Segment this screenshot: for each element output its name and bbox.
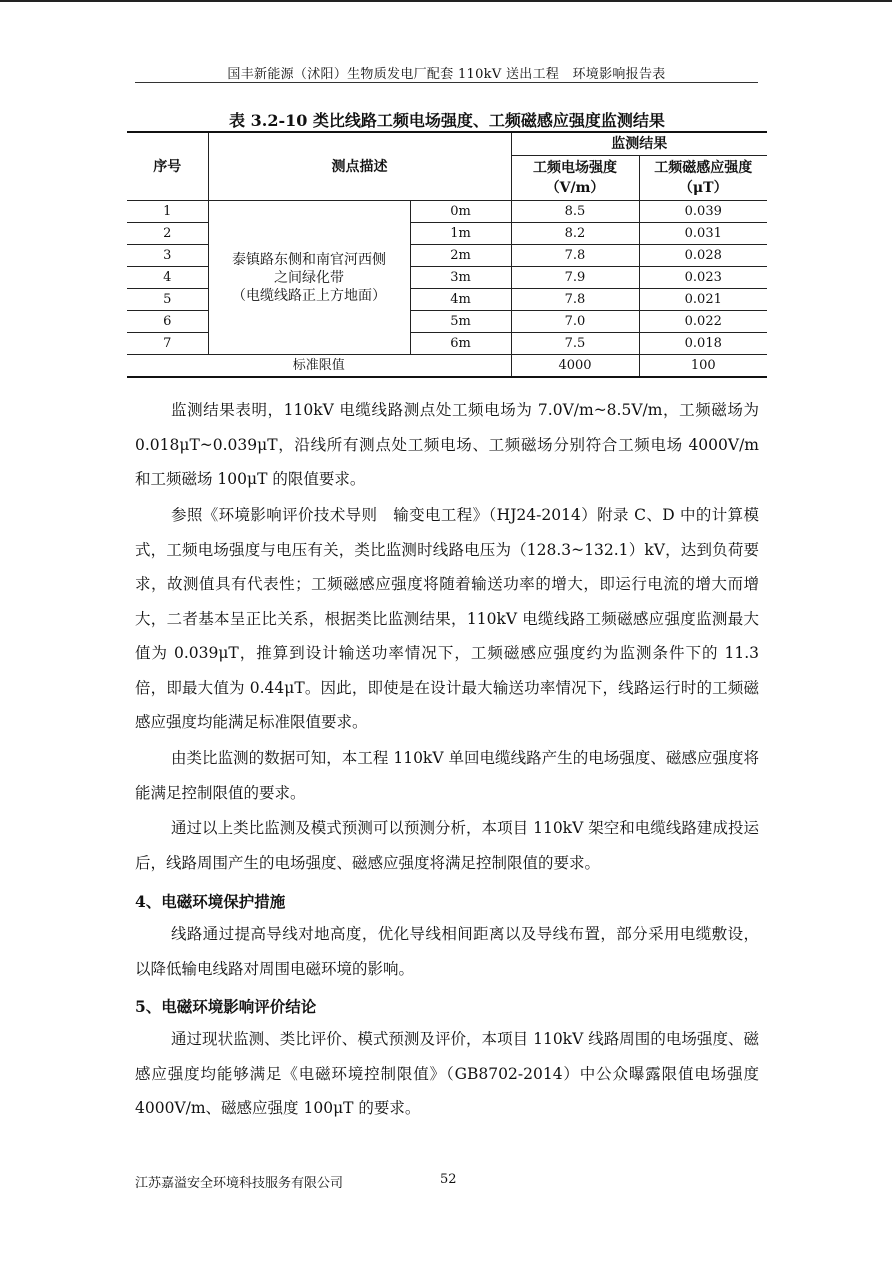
section-heading-evaluation: 5、电磁环境影响评价结论: [135, 997, 317, 1016]
cell-e-value: 7.5: [511, 333, 639, 355]
paragraph-protection: 线路通过提高导线对地高度，优化导线相间距离以及导线布置，部分采用电缆敷设，以降低输电线路对周围电磁环境的影响。: [135, 925, 759, 978]
paragraph-conclusion-cable: 由类比监测的数据可知，本工程 110kV 单回电缆线路产生的电场强度、磁感应强度将能满足控制限值的要求。: [135, 749, 759, 802]
table-title: 表 3.2-10 类比线路工频电场强度、工频磁感应强度监测结果: [229, 111, 665, 130]
cell-e-value: 8.5: [511, 201, 639, 223]
cell-distance: 6m: [410, 333, 511, 355]
cell-b-value: 0.028: [639, 245, 767, 267]
cell-distance: 1m: [410, 223, 511, 245]
footer-company: 江苏嘉溢安全环境科技服务有限公司: [135, 1176, 344, 1191]
cell-distance: 4m: [410, 289, 511, 311]
limit-b-value: 100: [639, 355, 767, 378]
section-heading-protection: 4、电磁环境保护措施: [135, 892, 286, 911]
cell-seq: 5: [127, 289, 208, 311]
cell-b-value: 0.018: [639, 333, 767, 355]
cell-e-value: 7.8: [511, 289, 639, 311]
measurement-location: [208, 201, 410, 355]
paragraph-conclusion-overall: 通过以上类比监测及模式预测可以预测分析，本项目 110kV 架空和电缆线路建成投运后，线路周围产生的电场强度、磁感应强度将满足控制限值的要求。: [135, 819, 759, 872]
header-e-field: [511, 156, 639, 201]
header-desc: 测点描述: [208, 132, 511, 201]
cell-e-value: 7.8: [511, 245, 639, 267]
page-number: 52: [440, 1172, 457, 1187]
limit-e-value: 4000: [511, 355, 639, 378]
monitoring-results-table: [127, 131, 767, 378]
header-results: 监测结果: [511, 132, 767, 156]
limit-label: 标准限值: [127, 355, 511, 378]
cell-seq: 1: [127, 201, 208, 223]
cell-e-value: 7.0: [511, 311, 639, 333]
cell-seq: 3: [127, 245, 208, 267]
cell-e-value: 7.9: [511, 267, 639, 289]
header-b-field-label: 工频磁感应强度: [654, 160, 753, 176]
page-header: 国丰新能源（沭阳）生物质发电厂配套 110kV 送出工程 环境影响报告表: [227, 67, 666, 82]
header-e-field-unit: （V/m）: [545, 180, 605, 196]
cell-seq: 4: [127, 267, 208, 289]
location-line: 之间绿化带: [274, 269, 344, 286]
cell-e-value: 8.2: [511, 223, 639, 245]
cell-distance: 3m: [410, 267, 511, 289]
location-line: 泰镇路东侧和南官河西侧: [232, 251, 386, 268]
paragraph-results: 监测结果表明，110kV 电缆线路测点处工频电场为 7.0V/m~8.5V/m，工频磁场为 0.018μT~0.039μT，沿线所有测点处工频电场、工频磁场分别符合工频电场 4000V/m 和工频磁场 100μT 的限值要求。: [135, 401, 759, 488]
cell-b-value: 0.039: [639, 201, 767, 223]
paragraph-evaluation: 通过现状监测、类比评价、模式预测及评价，本项目 110kV 线路周围的电场强度、磁感应强度均能够满足《电磁环境控制限值》（GB8702-2014）中公众曝露限值电场强度 4000V/m、磁感应强度 100μT 的要求。: [135, 1030, 759, 1117]
cell-b-value: 0.023: [639, 267, 767, 289]
header-rule: [135, 82, 758, 83]
location-line: （电缆线路正上方地面）: [232, 287, 386, 304]
table-row: [127, 201, 767, 223]
cell-b-value: 0.022: [639, 311, 767, 333]
header-seq: 序号: [127, 132, 208, 201]
cell-distance: 5m: [410, 311, 511, 333]
cell-distance: 2m: [410, 245, 511, 267]
top-border: [0, 0, 892, 2]
cell-b-value: 0.021: [639, 289, 767, 311]
paragraph-analysis: 参照《环境影响评价技术导则 输变电工程》（HJ24-2014）附录 C、D 中的计算模式，工频电场强度与电压有关，类比监测时线路电压为（128.3~132.1）kV，达到负荷要求，故测值具有代表性；工频磁感应强度将随着输送功率的增大，即运行电流的增大而增大，二者基本呈正比关系，根据类比监测结果，110kV 电缆线路工频磁感应强度监测最大值为 0.039μT，推算到设计输送功率情况下，工频磁感应强度约为监测条件下的 11.3 倍，即最大值为 0.44μT。因此，即使是在设计最大输送功率情况下，线路运行时的工频磁感应强度均能满足标准限值要求。: [135, 506, 759, 731]
cell-seq: 6: [127, 311, 208, 333]
cell-distance: 0m: [410, 201, 511, 223]
header-e-field-label: 工频电场强度: [533, 160, 617, 176]
limit-row: [127, 355, 767, 378]
cell-seq: 7: [127, 333, 208, 355]
cell-seq: 2: [127, 223, 208, 245]
header-b-field-unit: （μT）: [678, 180, 728, 196]
header-b-field: [639, 156, 767, 201]
cell-b-value: 0.031: [639, 223, 767, 245]
